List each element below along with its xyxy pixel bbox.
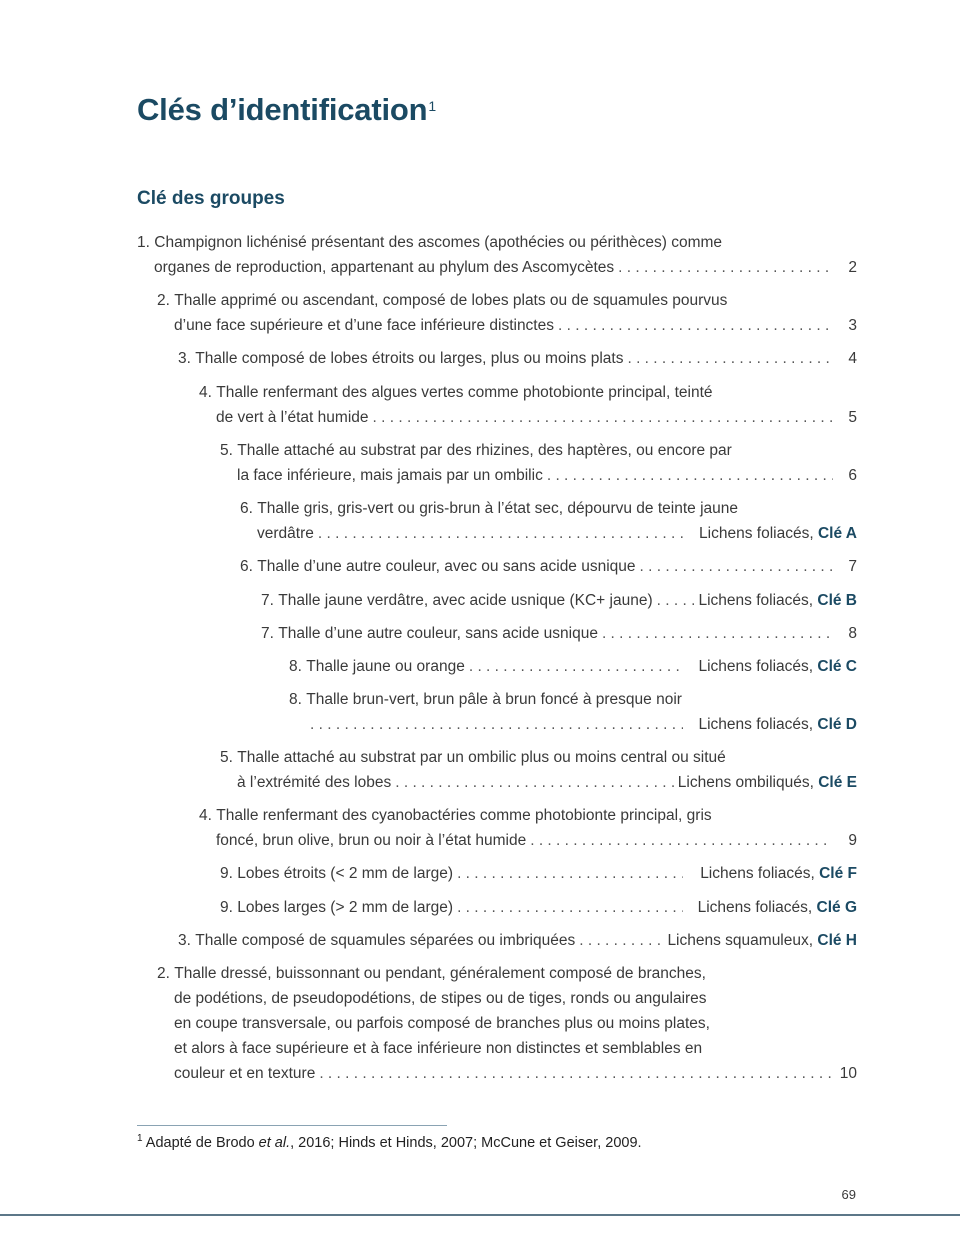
- page-number: 69: [841, 1187, 856, 1202]
- entry-text: Thalle gris, gris-vert ou gris-brun à l’état sec, dépourvu de teinte jaune: [257, 500, 738, 517]
- entry-target: Lichens foliacés, Clé G: [697, 899, 857, 916]
- entry-text: organes de reproduction, appartenant au phylum des Ascomycètes: [154, 259, 615, 276]
- entry-text: Thalle attaché au substrat par des rhizines, des haptères, ou encore par: [237, 442, 732, 459]
- leader-dots: [318, 521, 683, 546]
- entry-text: Champignon lichénisé présentant des ascomes (apothécies ou périthèces) comme: [154, 234, 723, 251]
- key-entry-8b: 8. Thalle brun-vert, brun pâle à brun foncé à presque noir . . . Lichens foliacés, Clé D: [289, 687, 857, 737]
- entry-text: Lobes larges (> 2 mm de large): [237, 899, 454, 916]
- footnote-divider: [137, 1125, 447, 1126]
- leader-dots: [579, 928, 663, 953]
- title-footnote-mark: 1: [428, 98, 436, 114]
- key-link[interactable]: Clé C: [817, 658, 857, 675]
- key-entry-5b: 5. Thalle attaché au substrat par un ombilic plus ou moins central ou situé à l’extrémité des lobes . . . Lichens ombiliqués, Clé E: [220, 745, 857, 795]
- entry-text: couleur et en texture: [174, 1065, 316, 1082]
- bottom-divider: [0, 1214, 960, 1216]
- key-entry-3: 3. Thalle composé de lobes étroits ou larges, plus ou moins plats . . . 4: [178, 346, 857, 371]
- leader-dots: [627, 346, 833, 371]
- key-entry-1: 1. Champignon lichénisé présentant des ascomes (apothécies ou périthèces) comme organes de reproduction, appartenant au phylum des Ascomycètes . . . 2: [137, 230, 857, 280]
- entry-text: Thalle jaune ou orange: [306, 658, 465, 675]
- key-entry-7b: 7. Thalle d’une autre couleur, sans acide usnique . . . 8: [261, 621, 857, 646]
- entry-target: Lichens foliacés, Clé F: [700, 865, 857, 882]
- entry-target: Lichens foliacés, Clé B: [698, 592, 857, 609]
- entry-target: 4: [848, 350, 857, 367]
- section-title: Clé des groupes: [137, 188, 285, 209]
- key-entry-2b: 2. Thalle dressé, buissonnant ou pendant, généralement composé de branches, de podétions, de pseudopodétions, de stipes ou de tiges, ronds ou angulaires en coupe transversale, ou parfois composé de branches plus ou moins plates, et alors à face supérieure et à face inférieure non distinctes et semblables en couleur et en texture . . . 10: [157, 961, 857, 1086]
- key-link[interactable]: Clé D: [817, 716, 857, 733]
- key-link[interactable]: Clé H: [817, 932, 857, 949]
- footnote-mark: 1: [137, 1133, 143, 1144]
- entry-target: Lichens foliacés, Clé A: [699, 525, 857, 542]
- entry-text: à l’extrémité des lobes: [237, 774, 392, 791]
- key-entry-5: 5. Thalle attaché au substrat par des rhizines, des haptères, ou encore par la face inférieure, mais jamais par un ombilic . . . 6: [220, 438, 857, 488]
- key-link[interactable]: Clé B: [817, 592, 857, 609]
- entry-text: d’une face supérieure et d’une face inférieure distinctes: [174, 317, 554, 334]
- leader-dots: [618, 255, 833, 280]
- title-text: Clés d’identification: [137, 92, 428, 127]
- entry-text: de vert à l’état humide: [216, 409, 369, 426]
- key-entry-9b: 9. Lobes larges (> 2 mm de large) . . . Lichens foliacés, Clé G: [220, 895, 857, 920]
- entry-text: Thalle renfermant des cyanobactéries comme photobionte principal, gris: [216, 807, 712, 824]
- entry-text: en coupe transversale, ou parfois composé de branches plus ou moins plates,: [174, 1015, 710, 1032]
- entry-target: 5: [848, 409, 857, 426]
- key-entry-6b: 6. Thalle d’une autre couleur, avec ou sans acide usnique . . . 7: [240, 554, 857, 579]
- entry-target: Lichens foliacés, Clé D: [698, 716, 857, 733]
- leader-dots: [373, 405, 833, 430]
- entry-target: 6: [848, 467, 857, 484]
- footnote: [137, 1133, 642, 1151]
- entry-text: Thalle attaché au substrat par un ombilic plus ou moins central ou situé: [237, 749, 726, 766]
- entry-target: Lichens squamuleux, Clé H: [667, 932, 857, 949]
- leader-dots: [640, 554, 833, 579]
- leader-dots: [657, 588, 695, 613]
- key-entry-3b: 3. Thalle composé de squamules séparées ou imbriquées . . . Lichens squamuleux, Clé H: [178, 928, 857, 953]
- leader-dots: [395, 770, 674, 795]
- entry-text: Thalle d’une autre couleur, avec ou sans acide usnique: [257, 558, 636, 575]
- key-entry-4b: 4. Thalle renfermant des cyanobactéries comme photobionte principal, gris foncé, brun olive, brun ou noir à l’état humide . . . 9: [199, 803, 857, 853]
- leader-dots: [319, 1061, 833, 1086]
- entry-text: Thalle composé de squamules séparées ou imbriquées: [195, 932, 576, 949]
- leader-dots: [602, 621, 833, 646]
- leader-dots: [457, 895, 683, 920]
- entry-text: Thalle brun-vert, brun pâle à brun foncé à presque noir: [306, 691, 682, 708]
- key-link[interactable]: Clé G: [816, 899, 857, 916]
- entry-text: Thalle d’une autre couleur, sans acide usnique: [278, 625, 598, 642]
- leader-dots: [530, 828, 833, 853]
- key-entry-4: 4. Thalle renfermant des algues vertes comme photobionte principal, teinté de vert à l’état humide . . . 5: [199, 380, 857, 430]
- entry-text: verdâtre: [257, 525, 314, 542]
- entry-target: Lichens foliacés, Clé C: [698, 658, 857, 675]
- key-link[interactable]: Clé E: [818, 774, 857, 791]
- entry-text: la face inférieure, mais jamais par un ombilic: [237, 467, 543, 484]
- entry-text: de podétions, de pseudopodétions, de stipes ou de tiges, ronds ou angulaires: [174, 990, 707, 1007]
- entry-text: Thalle apprimé ou ascendant, composé de lobes plats ou de squamules pourvus: [174, 292, 728, 309]
- entry-text: foncé, brun olive, brun ou noir à l’état humide: [216, 832, 527, 849]
- key-link[interactable]: Clé A: [817, 525, 857, 542]
- entry-text: Lobes étroits (< 2 mm de large): [237, 865, 454, 882]
- entry-target: 3: [848, 317, 857, 334]
- footnote-text: , 2016; Hinds et Hinds, 2007; McCune et Geiser, 2009.: [290, 1134, 642, 1151]
- entry-target: 9: [848, 832, 857, 849]
- key-entry-7a: 7. Thalle jaune verdâtre, avec acide usnique (KC+ jaune) . . . Lichens foliacés, Clé B: [261, 588, 857, 613]
- entry-target: 10: [839, 1065, 857, 1082]
- entry-target: Lichens ombiliqués, Clé E: [677, 774, 857, 791]
- key-entry-2: 2. Thalle apprimé ou ascendant, composé de lobes plats ou de squamules pourvus d’une face supérieure et d’une face inférieure distinctes . . . 3: [157, 288, 857, 338]
- entry-text: Thalle dressé, buissonnant ou pendant, généralement composé de branches,: [174, 965, 706, 982]
- entry-text: Thalle composé de lobes étroits ou larges, plus ou moins plats: [195, 350, 624, 367]
- entry-target: 8: [848, 625, 857, 642]
- key-entry-9a: 9. Lobes étroits (< 2 mm de large) . . . Lichens foliacés, Clé F: [220, 861, 857, 886]
- page-title: [137, 92, 436, 128]
- key-link[interactable]: Clé F: [819, 865, 857, 882]
- footnote-text: Adapté de Brodo: [145, 1134, 259, 1151]
- leader-dots: [457, 861, 683, 886]
- leader-dots: [558, 313, 833, 338]
- key-entry-6a: 6. Thalle gris, gris-vert ou gris-brun à l’état sec, dépourvu de teinte jaune verdâtre . . . Lichens foliacés, Clé A: [240, 496, 857, 546]
- leader-dots: [547, 463, 833, 488]
- footnote-italic: et al.: [258, 1134, 291, 1151]
- entry-target: 2: [848, 259, 857, 276]
- key-entry-8a: 8. Thalle jaune ou orange . . . Lichens foliacés, Clé C: [289, 654, 857, 679]
- entry-text: Thalle jaune verdâtre, avec acide usnique (KC+ jaune): [278, 592, 653, 609]
- leader-dots: [310, 712, 683, 737]
- entry-text: et alors à face supérieure et à face inférieure non distinctes et semblables en: [174, 1040, 703, 1057]
- leader-dots: [469, 654, 683, 679]
- entry-target: 7: [848, 558, 857, 575]
- entry-text: Thalle renfermant des algues vertes comme photobionte principal, teinté: [216, 384, 713, 401]
